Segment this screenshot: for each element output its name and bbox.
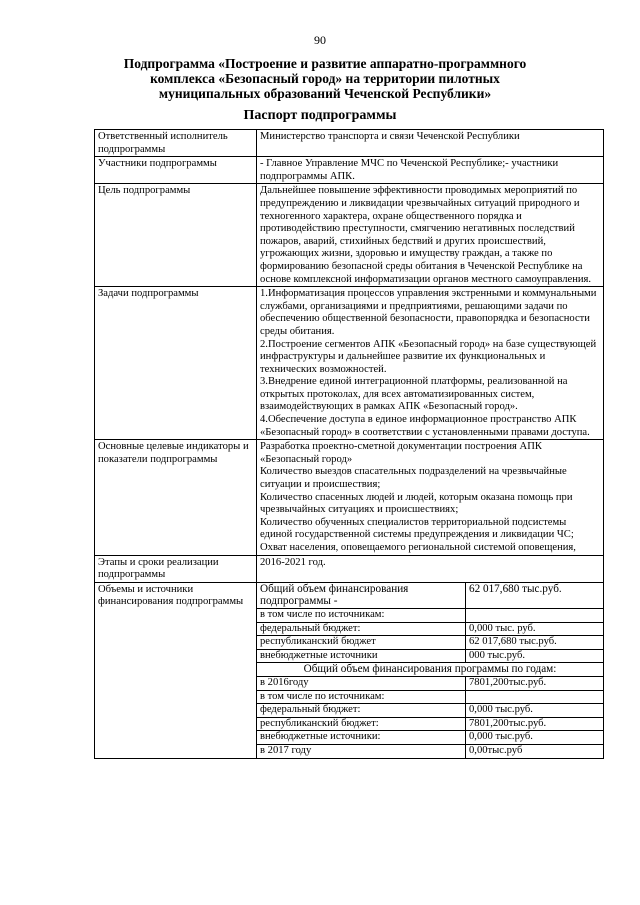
financing-table [257,583,603,758]
row-value [257,287,604,440]
financing-line [257,690,603,704]
financing-line [257,676,603,690]
value-paragraph: 2.Построение сегментов АПК «Безопасный город» на базе существующей инфраструктуры и дальнейшее развитие их функциональных и технических возможностей. [260,338,597,375]
value-paragraph: Охват населения, оповещаемого региональной системой оповещения, [260,542,576,553]
financing-item-label: федеральный бюджет: [257,704,466,718]
financing-item-label: республиканский бюджет: [257,717,466,731]
row-label: Этапы и сроки реализации подпрограммы [95,555,257,582]
value-paragraph: 4.Обеспечение доступа в единое информационное пространство АПК «Безопасный город» в соответствии с установленными правами доступа. [260,414,590,438]
value-paragraph: Количество спасенных людей и людей, которым оказана помощь при чрезвычайных ситуациях и происшествиях; [260,491,573,516]
financing-item-amount: 0,000 тыс. руб. [466,622,604,636]
passport-row [95,157,604,184]
row-label: Участники подпрограммы [95,157,257,184]
passport-heading: Паспорт подпрограммы [243,108,397,123]
value-paragraph: 3.Внедрение единой интеграционной платформы, реализованной на открытых протоколах, для всех автоматизированных систем, взаимодействующих в рамках АПК «Безопасный город». [260,376,568,413]
financing-item-label: в том числе по источникам: [257,608,466,622]
row-label: Задачи подпрограммы [95,287,257,440]
financing-line [257,704,603,718]
financing-item-label: Общий объем финансирования подпрограммы - [257,583,466,609]
row-value [257,184,604,287]
row-label: Ответственный исполнитель подпрограммы [95,130,257,157]
row-label: Объемы и источники финансирования подпрограммы [95,582,257,758]
value-paragraph: Количество выездов спасательных подразделений на чрезвычайные ситуации и происшествия; [260,466,567,491]
row-value [257,555,604,582]
financing-item-label: федеральный бюджет: [257,622,466,636]
passport-row [95,130,604,157]
financing-item-label: республиканский бюджет [257,636,466,650]
value-paragraph: Количество обученных специалистов территориальной подсистемы единой государственной системы предупреждения и ликвидации ЧС; [260,516,574,541]
page-number: 90 [314,33,326,47]
financing-item-amount: 000 тыс.руб. [466,649,604,663]
passport-row [95,555,604,582]
financing-item-label: в 2017 году [257,744,466,757]
row-value [257,440,604,555]
value-paragraph: - Главное Управление МЧС по Чеченской Республике;- участники подпрограммы АПК. [260,158,559,182]
value-paragraph: Министерство транспорта и связи Чеченской Республики [260,131,520,142]
financing-item-amount: 0,00тыс.руб [466,744,604,757]
financing-item-label: внебюджетные источники [257,649,466,663]
value-paragraph: 1.Информатизация процессов управления экстренными и коммунальными службами, организациями и предприятиями, решающими задачи по обеспечению общественной безопасности, правопорядка и безопасности среды обитания. [260,288,597,337]
financing-item-amount [466,690,604,704]
financing-item-label: в том числе по источникам: [257,690,466,704]
financing-line [257,583,603,609]
financing-line [257,608,603,622]
passport-row-financing [95,582,604,758]
row-value [257,157,604,184]
financing-item-amount [466,608,604,622]
financing-item-amount: 0,000 тыс.руб. [466,704,604,718]
financing-line [257,731,603,745]
financing-line [257,649,603,663]
financing-heading: Общий объем финансирования программы по годам: [257,663,603,677]
financing-item-label: в 2016году [257,676,466,690]
row-label: Цель подпрограммы [95,184,257,287]
document-title: Подпрограмма «Построение и развитие аппаратно-программного комплекса «Безопасный город» на территории пилотных муниципальных образований Чеченской Республики» [123,56,527,101]
financing-cell [257,582,604,758]
passport-row [95,184,604,287]
financing-item-amount: 7801,200тыс.руб. [466,676,604,690]
financing-line [257,636,603,650]
value-paragraph: 2016-2021 год. [260,556,326,568]
value-paragraph: Дальнейшее повышение эффективности проводимых мероприятий по предупреждению и ликвидации чрезвычайных ситуаций природного и техногенного характера, охране общественного порядка и противодействию преступности, смягчению негативных последствий пожаров, аварий, стихийных бедствий и других происшествий, угрожающих жизни, здоровью и имуществу граждан, а также по формированию безопасной среды обитания в Чеченской Республике на основе комплексной информатизации органов местного самоуправления. [260,185,592,285]
financing-item-amount: 7801,200тыс.руб. [466,717,604,731]
financing-line [257,622,603,636]
row-label: Основные целевые индикаторы и показатели подпрограммы [95,440,257,555]
passport-table [94,129,604,759]
passport-row [95,287,604,440]
row-value [257,130,604,157]
passport-row [95,440,604,555]
financing-line [257,663,603,677]
financing-line [257,744,603,757]
financing-line [257,717,603,731]
value-paragraph: Разработка проектно-сметной документации построения АПК «Безопасный город» [260,441,542,465]
financing-item-amount: 62 017,680 тыс.руб. [466,583,604,609]
financing-item-label: внебюджетные источники: [257,731,466,745]
financing-item-amount: 62 017,680 тыс.руб. [466,636,604,650]
financing-item-amount: 0,000 тыс.руб. [466,731,604,745]
